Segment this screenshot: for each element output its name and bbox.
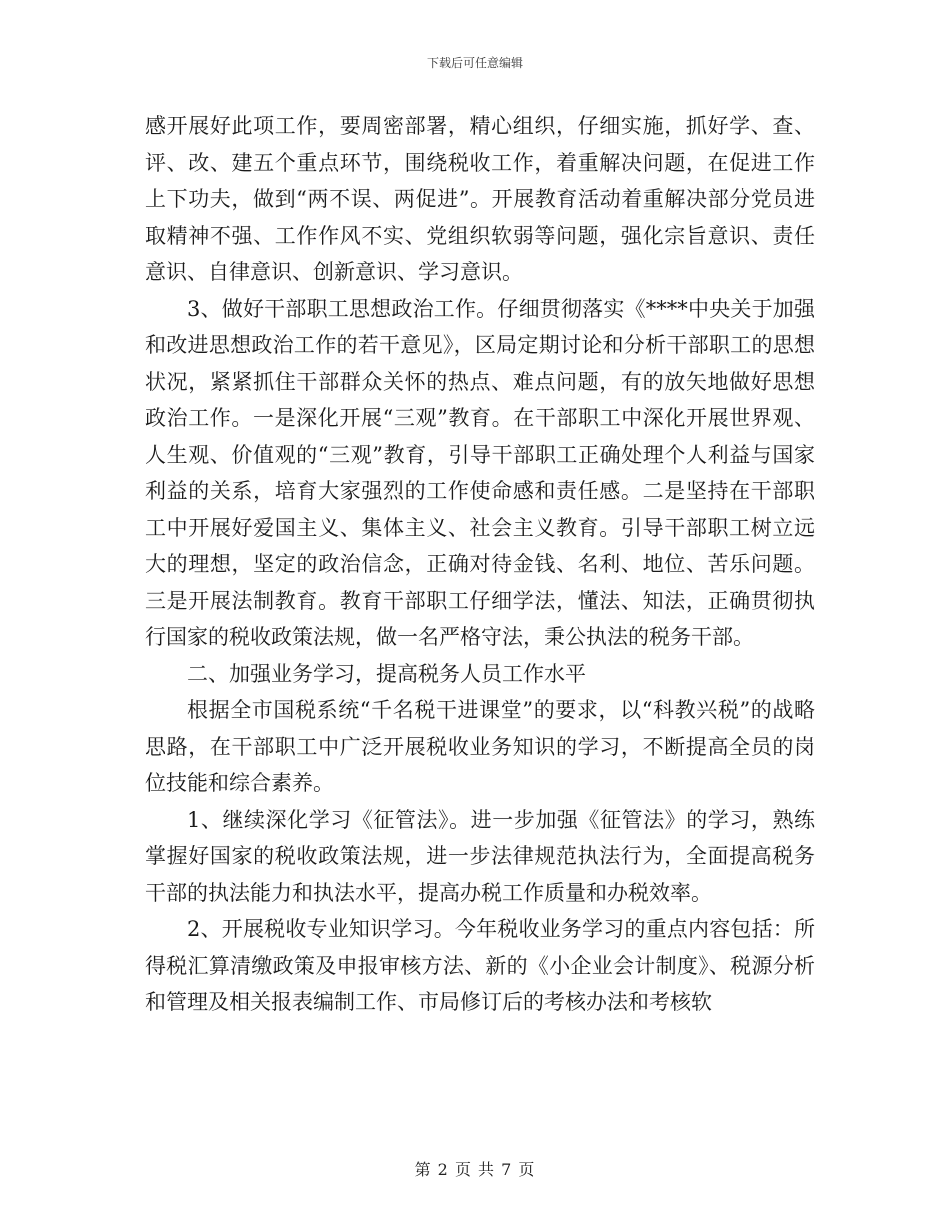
page-header: 下载后可任意编辑 (426, 56, 523, 70)
paragraph-tax-knowledge: 2、开展税收专业知识学习。今年税收业务学习的重点内容包括：所得税汇算清缴政策及申报审核方法、新的《小企业会计制度》、税源分析和管理及相关报表编制工作、市局修订后的考核办法和考核软 (145, 917, 815, 1014)
paragraph-ideological-work: 3、做好干部职工思想政治工作。仔细贯彻落实《****中央关于加强和改进思想政治工作的若干意见》，区局定期讨论和分析干部职工的思想状况，紧紧抓住干部群众关怀的热点、难点问题，有的放矢地做好思想政治工作。一是深化开展“三观”教育。在干部职工中深化开展世界观、人生观、价值观的“三观”教育，引导干部职工正确处理个人利益与国家利益的关系，培育大家强烈的工作使命感和责任感。二是坚持在干部职工中开展好爱国主义、集体主义、社会主义教育。引导干部职工树立远大的理想，坚定的政治信念，正确对待金钱、名利、地位、苦乐问题。三是开展法制教育。教育干部职工仔细学法，懂法、知法，正确贯彻执行国家的税收政策法规，做一名严格守法，秉公执法的税务干部。 (145, 296, 815, 649)
document-body (145, 108, 815, 1021)
paragraph-collection-law: 1、继续深化学习《征管法》。进一步加强《征管法》的学习，熟练掌握好国家的税收政策法规，进一步法律规范执法行为，全面提高税务干部的执法能力和执法水平，提高办税工作质量和办税效率。 (145, 807, 815, 905)
paragraph-section-intro: 根据全市国税系统“千名税干进课堂”的要求，以“科教兴税”的战略思路，在干部职工中广泛开展税收业务知识的学习，不断提高全员的岗位技能和综合素养。 (145, 698, 815, 795)
section-heading: 二、加强业务学习，提高税务人员工作水平 (187, 661, 586, 686)
paragraph-continuation: 感开展好此项工作，要周密部署，精心组织，仔细实施，抓好学、查、评、改、建五个重点环节，围绕税收工作，着重解决问题，在促进工作上下功夫，做到“两不误、两促进”。开展教育活动着重解决部分党员进取精神不强、工作作风不实、党组织软弱等问题，强化宗旨意识、责任意识、自律意识、创新意识、学习意识。 (145, 114, 815, 284)
page-number-footer: 第 2 页 共 7 页 (414, 1160, 536, 1179)
